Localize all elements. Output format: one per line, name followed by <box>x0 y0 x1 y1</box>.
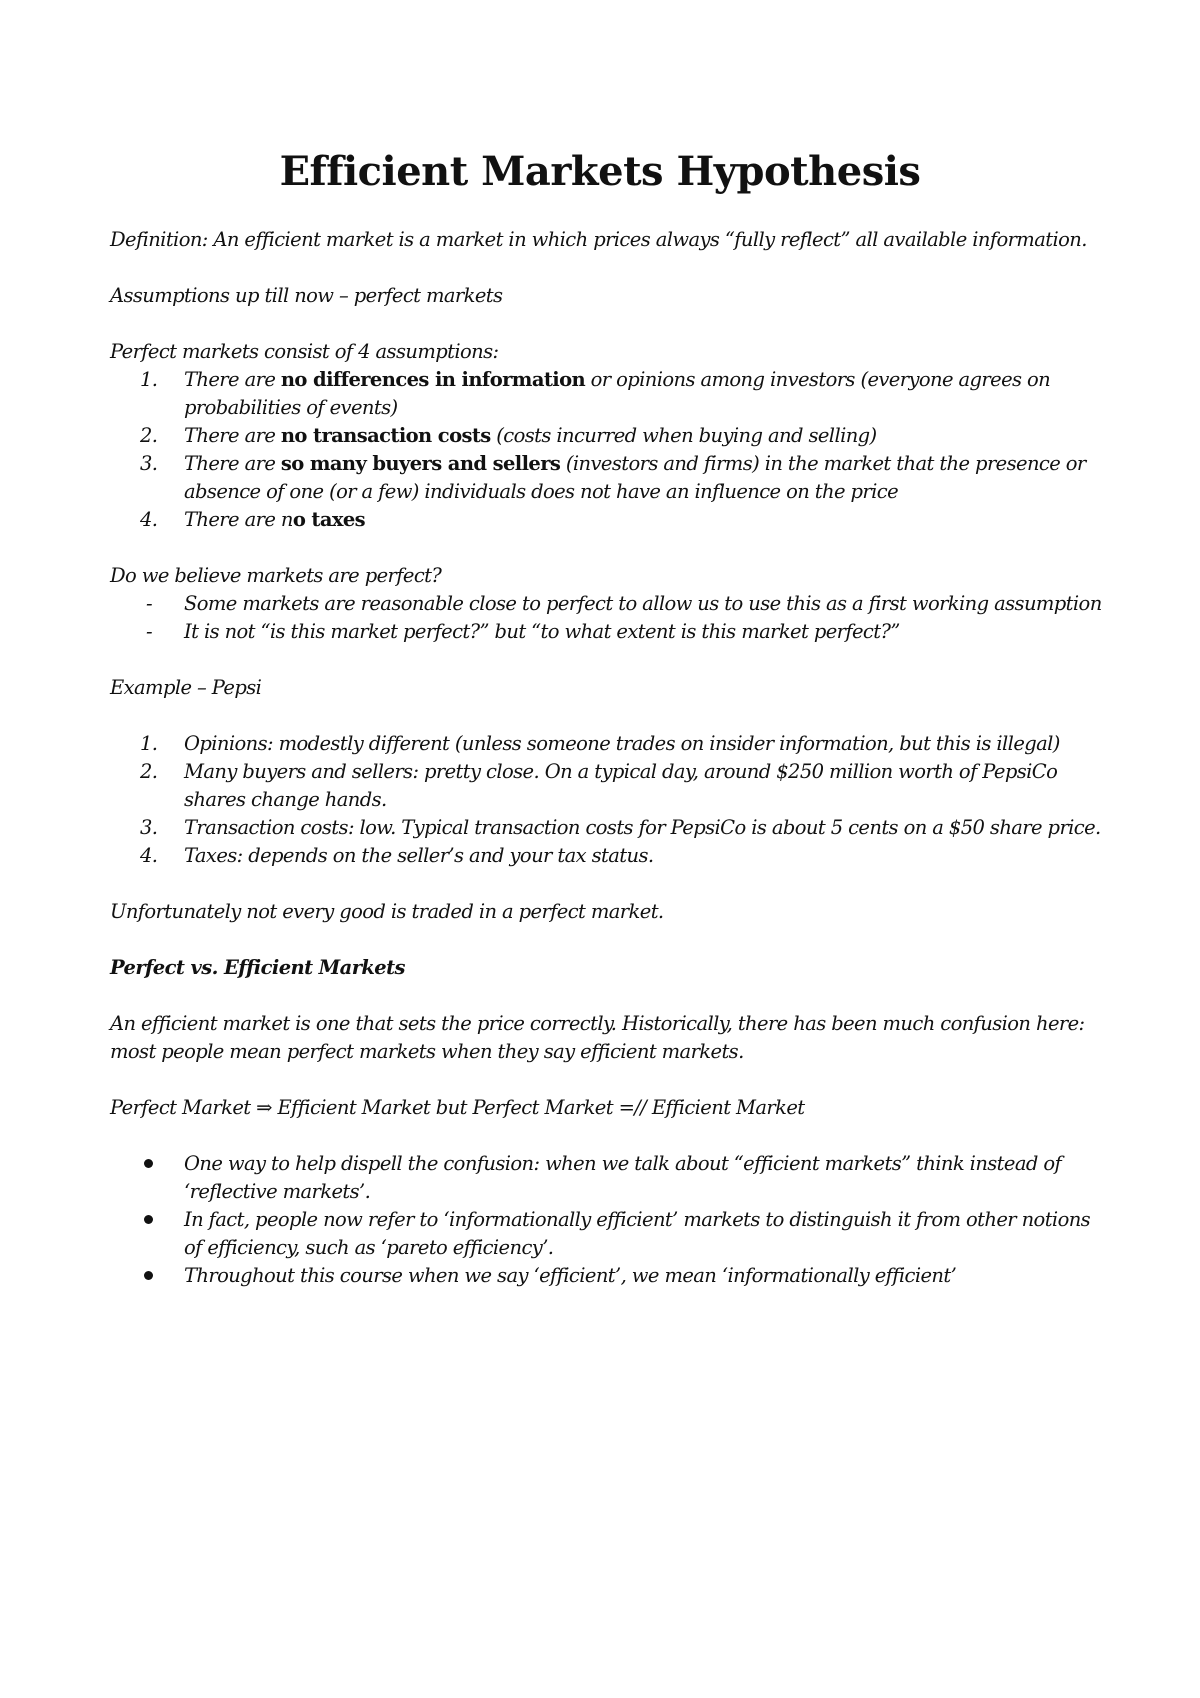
list-item <box>110 1206 1110 1262</box>
item-text-pre: There are <box>184 368 281 391</box>
list-item <box>110 730 1110 758</box>
list-number: 4. <box>140 844 158 867</box>
dash-marker: - <box>146 620 152 643</box>
item-text-bold: no transaction costs <box>280 424 491 447</box>
list-item <box>110 590 1110 618</box>
item-text-pre: There are <box>184 452 281 475</box>
item-text-post: (costs incurred when buying and selling) <box>490 424 877 447</box>
list-item <box>110 814 1110 842</box>
document-body <box>110 226 1110 1290</box>
believe-list <box>110 590 1110 646</box>
list-number: 3. <box>140 816 158 839</box>
implication-line: Perfect Market ⇒ Efficient Market but Perfect Market =// Efficient Market <box>110 1096 805 1119</box>
item-text-bold: o taxes <box>292 508 366 531</box>
section-heading: Perfect vs. Efficient Markets <box>110 956 405 979</box>
list-item <box>110 450 1110 506</box>
perfect-markets-intro: Perfect markets consist of 4 assumptions: <box>110 340 499 363</box>
bullet-icon <box>110 1262 184 1290</box>
bullet-icon <box>110 1206 184 1262</box>
page-title: Efficient Markets Hypothesis <box>279 148 921 195</box>
item-text: It is not “is this market perfect?” but “to what extent is this market perfect?” <box>184 620 900 643</box>
item-text: Many buyers and sellers: pretty close. On a typical day, around $250 million worth of PepsiCo shares change hands. <box>184 760 1058 811</box>
item-text: Throughout this course when we say ‘efficient’, we mean ‘informationally efficient’ <box>184 1264 957 1287</box>
list-number: 3. <box>140 452 158 475</box>
believe-question: Do we believe markets are perfect? <box>110 564 442 587</box>
item-text-pre: There are n <box>184 508 293 531</box>
list-item <box>110 506 1110 534</box>
list-number: 1. <box>140 732 158 755</box>
list-item <box>110 1150 1110 1206</box>
list-number: 2. <box>140 760 158 783</box>
bullet-list <box>110 1150 1110 1290</box>
item-text-bold: no differences in information <box>280 368 586 391</box>
item-text-post: (investors and firms) in the market that the presence or absence of one (or a few) individuals does not have an influence on the price <box>184 452 1086 503</box>
item-text: Some markets are reasonable close to perfect to allow us to use this as a first working assumption <box>184 592 1102 615</box>
item-text: One way to help dispell the confusion: when we talk about “efficient markets” think instead of ‘reflective markets’. <box>184 1152 1062 1203</box>
item-text: Taxes: depends on the seller’s and your tax status. <box>184 844 654 867</box>
list-item <box>110 842 1110 870</box>
list-item <box>110 422 1110 450</box>
efficient-paragraph: An efficient market is one that sets the price correctly. Historically, there has been much confusion here: most people mean perfect markets when they say efficient markets. <box>110 1012 1085 1063</box>
list-item <box>110 366 1110 422</box>
item-text: Transaction costs: low. Typical transaction costs for PepsiCo is about 5 cents on a $50 share price. <box>184 816 1101 839</box>
list-item <box>110 618 1110 646</box>
item-text-bold: so many buyers and sellers <box>280 452 561 475</box>
list-number: 2. <box>140 424 158 447</box>
definition-paragraph: Definition: An efficient market is a market in which prices always “fully reflect” all available information. <box>110 228 1087 251</box>
unfortunately-paragraph: Unfortunately not every good is traded in a perfect market. <box>110 900 664 923</box>
example-list <box>110 730 1110 870</box>
perfect-markets-list <box>110 366 1110 534</box>
bullet-icon <box>110 1150 184 1206</box>
item-text: In fact, people now refer to ‘informationally efficient’ markets to distinguish it from other notions of efficiency, such as ‘pareto efficiency’. <box>184 1208 1091 1259</box>
item-text-pre: There are <box>184 424 281 447</box>
item-text: Opinions: modestly different (unless someone trades on insider information, but this is illegal) <box>184 732 1060 755</box>
assumptions-intro: Assumptions up till now – perfect markets <box>110 284 503 307</box>
item-text-post: or opinions among investors (everyone agrees on probabilities of events) <box>184 368 1051 419</box>
list-number: 1. <box>140 368 158 391</box>
list-number: 4. <box>140 508 158 531</box>
example-heading: Example – Pepsi <box>110 676 262 699</box>
list-item <box>110 1262 1110 1290</box>
list-item <box>110 758 1110 814</box>
dash-marker: - <box>146 592 152 615</box>
